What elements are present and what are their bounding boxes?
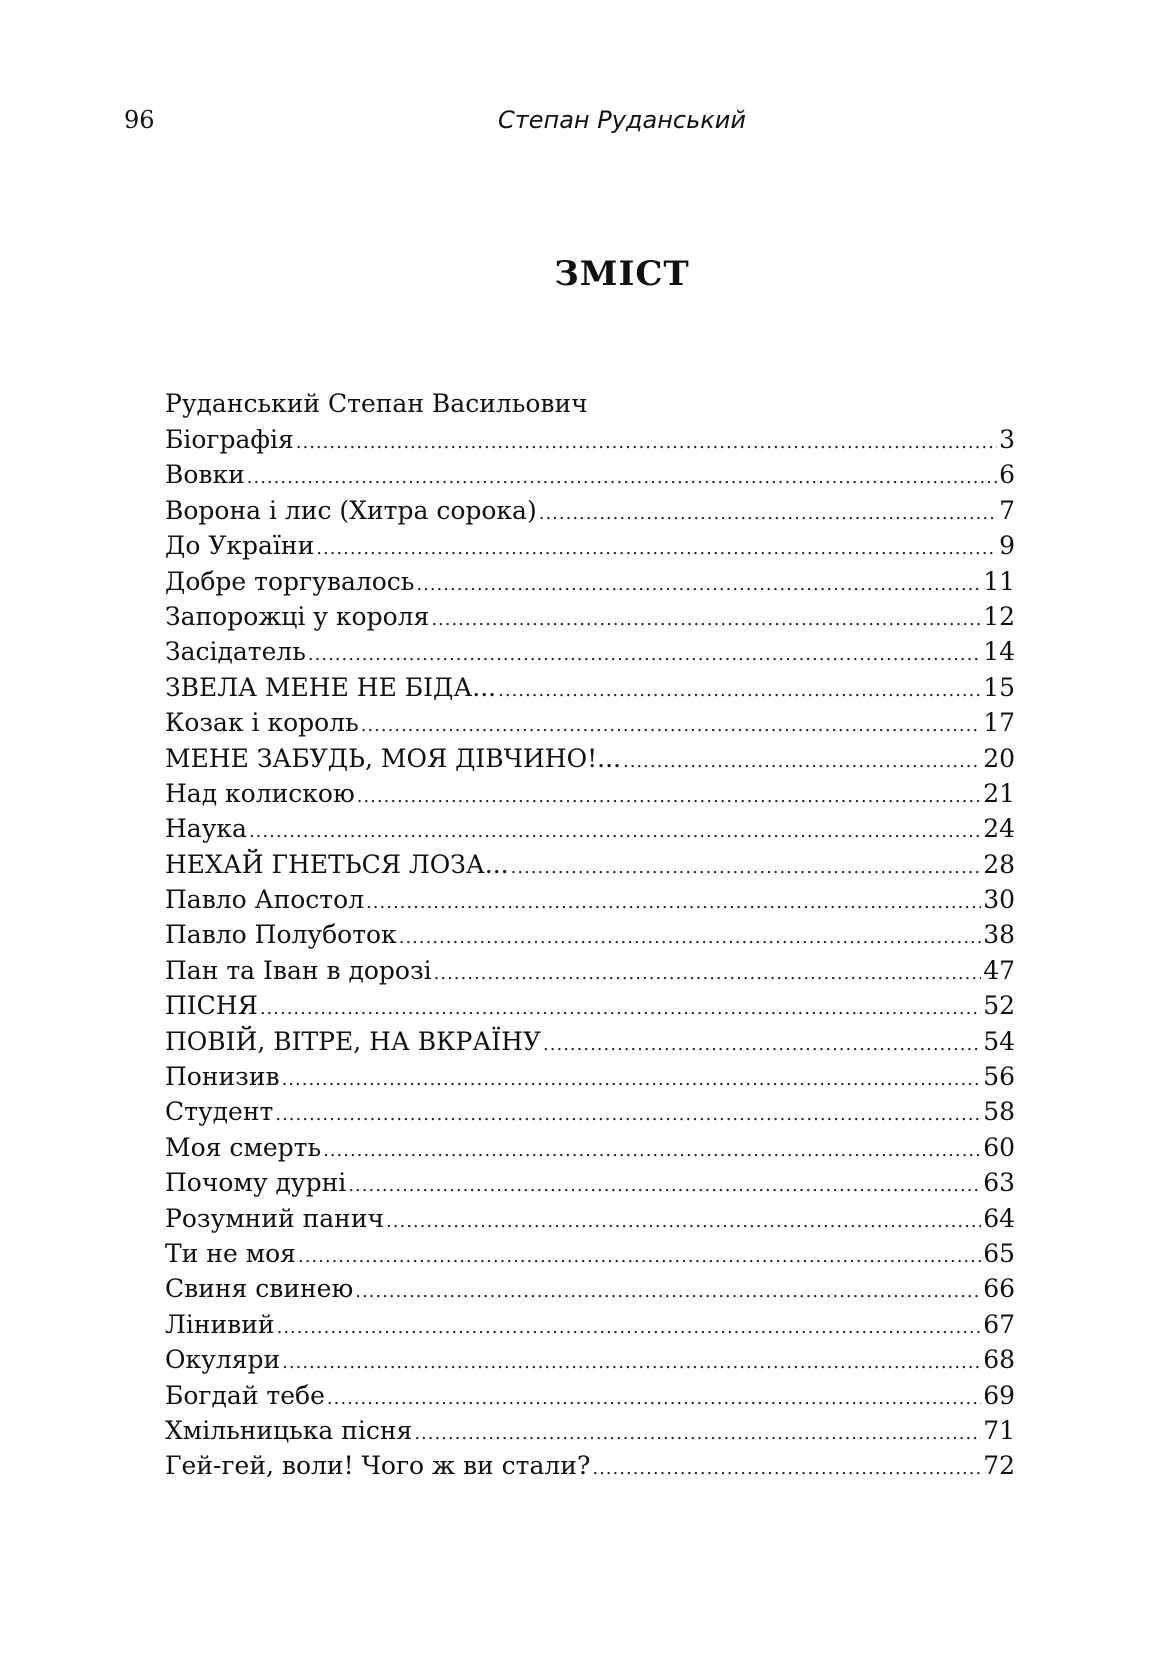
dot-leader — [260, 998, 981, 1019]
toc-entry-title: Студент — [165, 1097, 274, 1127]
toc-entry-title: МЕНЕ ЗАБУДЬ, МОЯ ДІВЧИНО!... — [165, 743, 621, 773]
toc-entry-page: 52 — [983, 991, 1015, 1021]
toc-entry-page: 58 — [983, 1097, 1015, 1127]
toc-entry-title: НЕХАЙ ГНЕТЬСЯ ЛОЗА... — [165, 849, 509, 879]
toc-entry[interactable] — [165, 567, 1015, 602]
toc-entry-page: 3 — [999, 425, 1015, 454]
dot-leader — [282, 1069, 982, 1090]
dot-leader — [247, 467, 997, 488]
toc-title: ЗМІСТ — [554, 254, 690, 294]
toc-entry-page: 15 — [983, 672, 1015, 702]
toc-entry-title: ЗВЕЛА МЕНЕ НЕ БІДА... — [165, 672, 497, 702]
toc-entry[interactable] — [165, 531, 1015, 566]
dot-leader — [592, 1458, 981, 1479]
toc-entry-page: 7 — [999, 495, 1015, 525]
toc-entry-page: 54 — [983, 1026, 1015, 1056]
toc-entry-title: Окуляри — [165, 1345, 281, 1375]
toc-entry-page: 47 — [983, 955, 1015, 985]
toc-entry[interactable] — [165, 460, 1015, 495]
toc-entry-page: 71 — [983, 1415, 1015, 1445]
toc-entry-title: ПОВІЙ, ВІТРЕ, НА ВКРАЇНУ — [165, 1026, 542, 1056]
toc-entry-page: 69 — [983, 1380, 1015, 1410]
dot-leader — [327, 1388, 981, 1409]
toc-entry-page: 68 — [983, 1345, 1015, 1375]
toc-entry-title: Засідатель — [165, 637, 306, 667]
dot-leader — [623, 751, 981, 772]
toc-entry-page: 9 — [999, 531, 1015, 561]
toc-entry[interactable] — [165, 1416, 1015, 1451]
toc-entry-title: Ворона і лис (Хитра сорока) — [165, 495, 537, 525]
toc-entry-title: Вовки — [165, 460, 245, 490]
toc-entry-page: 56 — [983, 1062, 1015, 1092]
toc-entry-title: Богдай тебе — [165, 1380, 325, 1410]
toc-entry[interactable] — [165, 1133, 1015, 1168]
toc-entry[interactable] — [165, 425, 1015, 460]
toc-entry[interactable] — [165, 1451, 1015, 1486]
dot-leader — [323, 1140, 981, 1161]
dot-leader — [277, 1317, 982, 1338]
toc-entry-page: 24 — [983, 814, 1015, 844]
dot-leader — [543, 1034, 981, 1055]
dot-leader — [316, 538, 997, 559]
toc-entry[interactable] — [165, 1381, 1015, 1416]
toc-entry-title: Почому дурні — [165, 1168, 347, 1198]
toc-entry-title: Павло Полуботок — [165, 920, 397, 950]
dot-leader — [348, 1175, 981, 1196]
dot-leader — [386, 1211, 981, 1232]
dot-leader — [434, 963, 982, 984]
dot-leader — [416, 574, 981, 595]
toc-entry-title: Біографія — [165, 425, 294, 454]
toc-entry[interactable] — [165, 1274, 1015, 1309]
toc-entry-page: 64 — [983, 1203, 1015, 1233]
toc-entry[interactable] — [165, 1204, 1015, 1239]
toc-entry-title: Добре торгувалось — [165, 566, 415, 596]
dot-leader — [361, 715, 982, 736]
toc-entry-page: 63 — [983, 1168, 1015, 1198]
toc-entry-title: Розумний панич — [165, 1203, 385, 1233]
toc-entry[interactable] — [165, 814, 1015, 849]
toc-entry-title: ПІСНЯ — [165, 991, 258, 1021]
running-header: Степан Руданський — [498, 106, 746, 134]
toc-entry[interactable] — [165, 1239, 1015, 1274]
toc-entry[interactable] — [165, 744, 1015, 779]
toc-entry-page: 60 — [983, 1132, 1015, 1162]
toc-entry[interactable] — [165, 1062, 1015, 1097]
toc-entry-title: Лінивий — [165, 1309, 275, 1339]
toc-entry-title: Пан та Іван в дорозі — [165, 955, 432, 985]
toc-entry-title: Гей-гей, воли! Чого ж ви стали? — [165, 1451, 591, 1481]
toc-entry-title: Свиня свинею — [165, 1274, 354, 1304]
toc-entry-page: 12 — [983, 601, 1015, 631]
toc-entry[interactable] — [165, 708, 1015, 743]
toc-entry[interactable] — [165, 496, 1015, 531]
page-number: 96 — [124, 106, 155, 134]
toc-entry-page: 28 — [983, 849, 1015, 879]
toc-entry-title: Понизив — [165, 1062, 280, 1092]
dot-leader — [414, 1423, 981, 1444]
dot-leader — [498, 680, 981, 701]
toc-entry-page: 65 — [983, 1238, 1015, 1268]
dot-leader — [249, 821, 981, 842]
dot-leader — [282, 1352, 981, 1373]
toc-entry[interactable] — [165, 602, 1015, 637]
toc-entry-page: 67 — [983, 1309, 1015, 1339]
toc-entry[interactable] — [165, 991, 1015, 1026]
toc-entry[interactable] — [165, 673, 1015, 708]
toc-entry-page: 66 — [983, 1274, 1015, 1304]
toc-entry-page: 72 — [983, 1451, 1015, 1481]
toc-entry-page: 6 — [999, 460, 1015, 490]
dot-leader — [298, 1246, 981, 1267]
dot-leader — [308, 644, 981, 665]
toc-entry-page: 11 — [983, 566, 1015, 596]
toc-entry[interactable] — [165, 850, 1015, 885]
toc-entry-page: 20 — [983, 743, 1015, 773]
toc-entry-title: Наука — [165, 814, 247, 844]
toc-entry[interactable] — [165, 1345, 1015, 1380]
toc-entry-page: 17 — [983, 708, 1015, 738]
toc-entry[interactable] — [165, 637, 1015, 672]
dot-leader — [539, 503, 997, 524]
toc-entry-page: 38 — [983, 920, 1015, 950]
toc-entry[interactable] — [165, 1168, 1015, 1203]
toc-entry-title: Хмільницька пісня — [165, 1415, 413, 1445]
toc-entry[interactable] — [165, 1310, 1015, 1345]
toc-entry[interactable] — [165, 1027, 1015, 1062]
toc-entry-title: До України — [165, 531, 315, 561]
toc-entry-title: Ти не моя — [165, 1238, 296, 1268]
toc-entry[interactable] — [165, 885, 1015, 920]
dot-leader — [431, 609, 981, 630]
toc-entry[interactable] — [165, 956, 1015, 991]
toc-entry-title: Запорожці у короля — [165, 601, 430, 631]
dot-leader — [275, 1104, 981, 1125]
dot-leader — [357, 786, 981, 807]
toc-list — [165, 425, 1015, 1487]
toc-entry[interactable] — [165, 920, 1015, 955]
toc-entry-title: Козак і король — [165, 708, 359, 738]
toc-entry-title: Павло Апостол — [165, 885, 365, 915]
toc-section-heading: Руданський Степан Васильович — [165, 389, 588, 418]
toc-entry-title: Над колискою — [165, 778, 355, 808]
toc-entry-title: Моя смерть — [165, 1132, 322, 1162]
dot-leader — [296, 432, 997, 453]
toc-entry[interactable] — [165, 1097, 1015, 1132]
toc-entry-page: 21 — [983, 778, 1015, 808]
dot-leader — [399, 927, 981, 948]
dot-leader — [355, 1281, 981, 1302]
dot-leader — [511, 857, 982, 878]
toc-entry[interactable] — [165, 779, 1015, 814]
toc-entry-page: 30 — [983, 885, 1015, 915]
toc-entry-page: 14 — [983, 637, 1015, 667]
dot-leader — [366, 892, 981, 913]
